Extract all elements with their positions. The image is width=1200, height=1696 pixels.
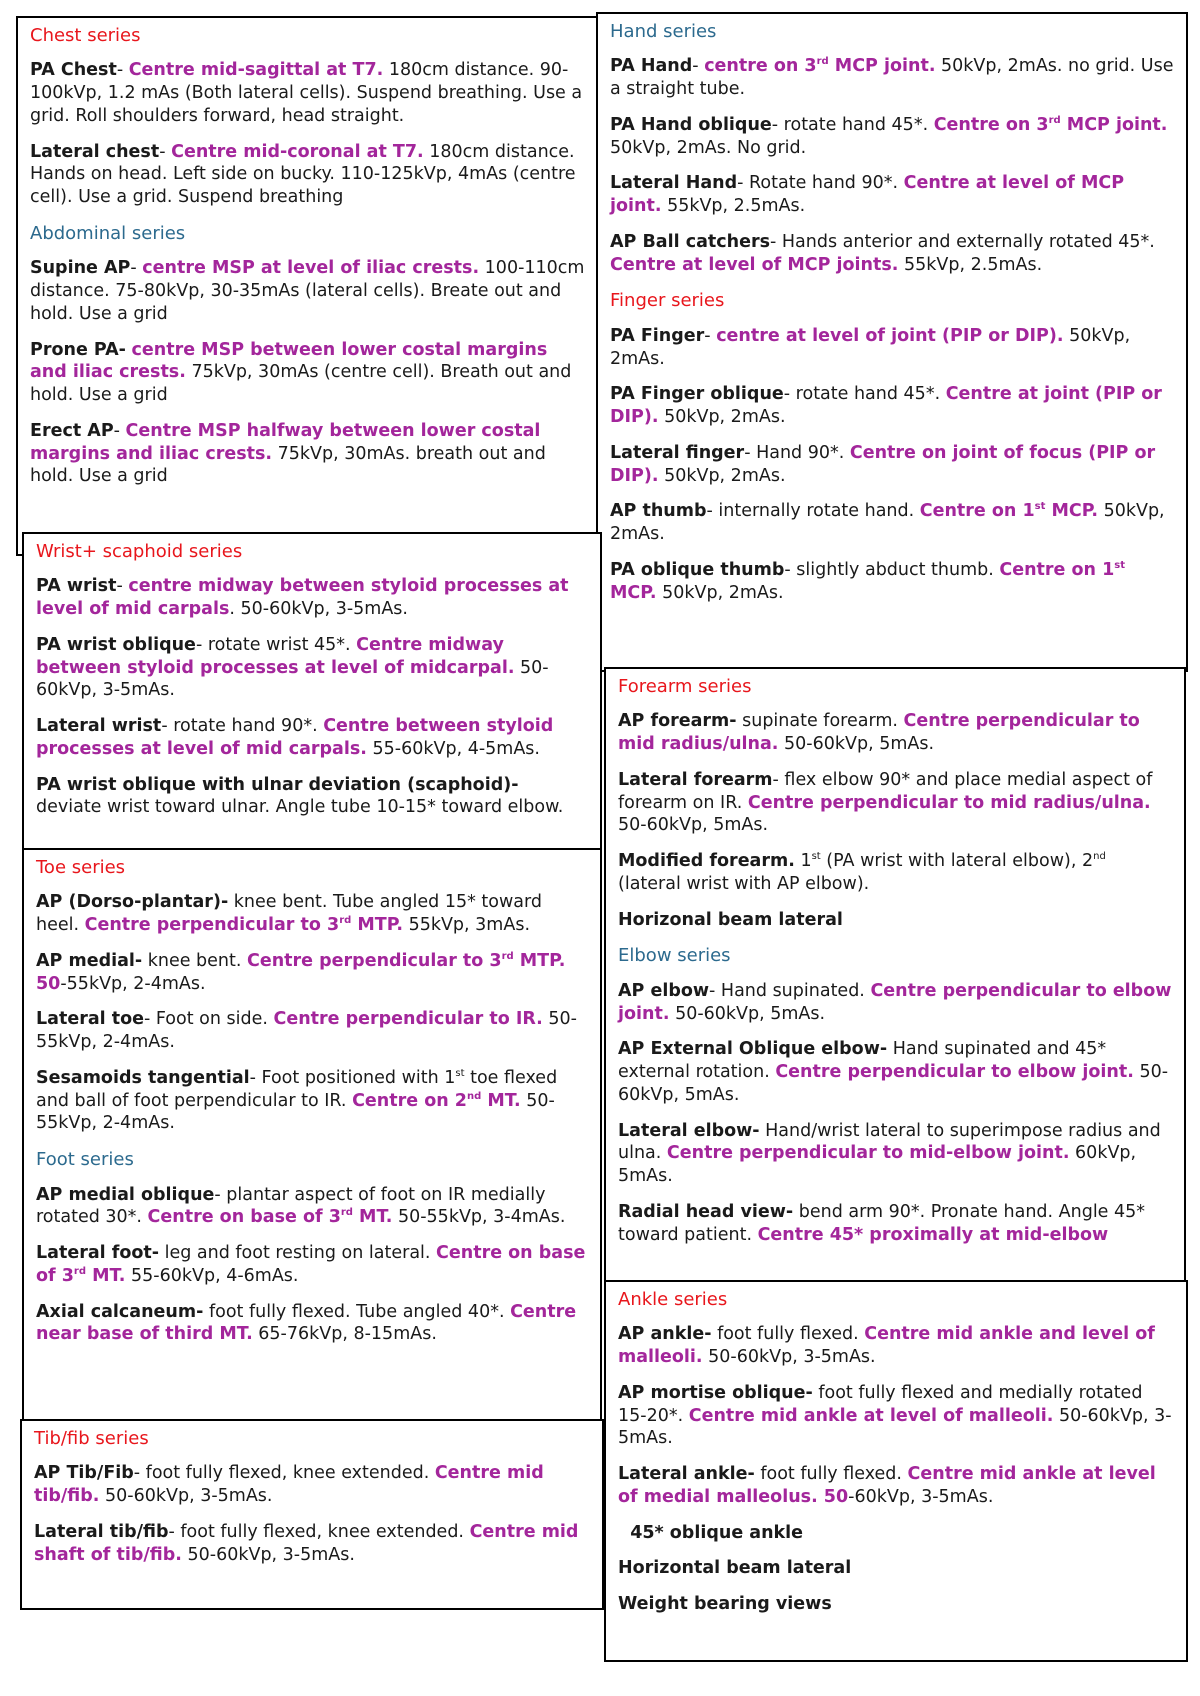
view-name: Radial head view- [618,1201,794,1222]
instruction-text: knee bent. [142,950,248,971]
instruction-text: foot fully flexed. [754,1464,908,1485]
centring-point: Centre on 2 [352,1090,467,1111]
centring-point: Centre at joint (PIP or DIP). [610,384,1162,428]
view-name: Axial calcaneum- [36,1301,204,1322]
ordinal-suffix: nd [466,1090,482,1102]
instruction-text: Hand/wrist lateral to superimpose radius and ulna. [618,1120,1161,1164]
ordinal-suffix: st [1034,501,1046,513]
instruction-text: - rotate hand 90*. [161,716,324,737]
centring-point: MT. [86,1265,126,1286]
protocol-entry [618,1382,1174,1450]
view-name: Lateral Hand [610,173,738,194]
view-name: Horizonal beam lateral [618,909,843,930]
centring-point: Centre at level of MCP joints. [610,254,899,275]
centring-point: Centre 45* proximally at mid-elbow [757,1224,1109,1245]
ordinal-suffix: nd [1093,851,1106,863]
view-name: AP elbow [618,980,710,1001]
protocol-entry [618,1323,1174,1369]
centring-point: Centre perpendicular to mid radius/ulna. [618,711,1140,755]
ordinal-suffix: rd [73,1265,86,1277]
ordinal-suffix: st [455,1068,465,1080]
instruction-text: 50-55kVp, 3-4mAs. [392,1207,566,1228]
instruction-text: 180cm distance. 90-100kVp, 1.2 mAs (Both lateral cells). Suspend breathing. Use a grid. Roll shoulders forward, head straight. [30,60,583,126]
view-name: AP Tib/Fib [34,1463,134,1484]
instruction-text: 50-55kVp, 2-4mAs. [36,1009,577,1053]
centring-point: Centre at level of MCP joint. [610,173,1125,217]
protocol-entry [618,1120,1172,1188]
chest-abdominal-box [16,16,600,556]
instruction-text: 180cm distance. Hands on head. Left side on bucky. 110-125kVp, 4mAs (centre cell). Use a grid. Suspend breathing [30,141,576,208]
view-name: PA wrist oblique with ulnar deviation (scaphoid)- [36,774,519,795]
protocol-entry [36,1301,588,1347]
view-name: Lateral ankle- [618,1464,755,1485]
centring-point: MTP. 50 [36,950,566,994]
section-heading: Forearm series [618,676,752,697]
view-name: PA wrist [36,576,117,597]
ordinal-suffix: rd [1048,115,1061,127]
protocol-entry [610,114,1174,160]
instruction-text: - internally rotate hand. [706,501,920,522]
instruction-text: foot fully flexed and medially rotated 15-20*. [618,1382,1143,1426]
instruction-text: 50kVp, 2mAs. [658,465,786,486]
centring-point: Centre on joint of focus (PIP or DIP). [610,442,1156,486]
instruction-text: leg and foot resting on lateral. [159,1243,437,1264]
instruction-text: - [113,420,126,441]
ordinal-suffix: st [1114,559,1125,571]
centring-point: Centre perpendicular to mid-elbow joint. [666,1143,1070,1164]
section-heading: Toe series [36,857,126,878]
protocol-entry [618,850,1172,896]
instruction-text: 75kVp, 30mAs. breath out and hold. Use a grid [30,443,546,487]
protocol-entry [610,172,1174,218]
centring-point: MCP joint. [828,56,936,77]
instruction-text: 50-60kVp, 3-5mAs. [702,1347,876,1368]
protocol-entry [36,891,588,937]
protocol-entry [30,141,586,209]
instruction-text: 50-60kVp, 3-5mAs. [99,1486,273,1507]
wrist-scaphoid-box [22,532,602,852]
instruction-text: - plantar aspect of foot on IR medially rotated 30*. [36,1184,546,1228]
instruction-text: -60kVp, 3-5mAs. [848,1486,994,1507]
instruction-text: - rotate wrist 45*. [195,634,357,655]
centring-point: Centre on 1 [999,559,1115,580]
centring-point: Centre mid tib/fib. [34,1463,544,1507]
view-name: PA Hand oblique [610,114,772,135]
instruction-text: 50-55kVp, 2-4mAs. [36,1090,555,1134]
centring-point: Centre perpendicular to elbow joint. [775,1062,1134,1083]
tib-fib-box [20,1419,604,1610]
instruction-text: . 50-60kVp, 3-5mAs. [229,599,408,620]
ordinal-suffix: rd [501,951,514,963]
view-name: PA Finger oblique [610,384,784,405]
instruction-text: 50kVp, 2mAs. [610,325,1131,369]
protocol-entry [618,710,1172,756]
instruction-text: - slightly abduct thumb. [784,559,1000,580]
view-name: AP External Oblique elbow- [618,1039,888,1060]
view-name: AP medial- [36,950,143,971]
protocol-entry [618,1463,1174,1509]
view-name: Weight bearing views [618,1594,832,1615]
view-name: Lateral wrist [36,716,162,737]
view-name: Erect AP [30,420,114,441]
protocol-entry [610,383,1174,429]
protocol-entry [610,325,1174,371]
instruction-text: 55-60kVp, 4-5mAs. [366,738,540,759]
section-heading: Foot series [36,1149,134,1171]
protocol-entry [610,55,1174,101]
instruction-text: deviate wrist toward ulnar. Angle tube 10-15* toward elbow. [36,797,564,818]
instruction-text: - [704,325,717,346]
instruction-text: 50-60kVp, 5mAs. [669,1003,826,1024]
protocol-entry [618,909,1172,932]
view-name: AP forearm- [618,711,737,732]
view-name: PA Chest [30,60,117,81]
protocol-entry [36,715,588,761]
instruction-text: - rotate hand 45*. [783,384,946,405]
protocol-entry [610,442,1174,488]
centring-point: Centre mid ankle at level of malleoli. [688,1405,1054,1426]
instruction-text: - [159,141,172,162]
instruction-text: - Hand 90*. [744,442,850,463]
centring-point: Centre on 1 [919,501,1035,522]
instruction-text: 50kVp, 2mAs. [656,582,784,603]
protocol-entry [610,500,1174,546]
protocol-entry [618,1557,1174,1580]
view-name: Lateral foot- [36,1243,160,1264]
centring-point: Centre mid-sagittal at T7. [128,60,384,81]
centring-point: centre midway between styloid processes at level of mid carpals [36,576,569,620]
ankle-box [604,1280,1188,1662]
view-name: AP ankle- [618,1324,712,1345]
protocol-entry [36,634,588,702]
view-name: AP (Dorso-plantar)- [36,892,229,913]
instruction-text: - [116,60,129,81]
centring-point: MT. [352,1207,393,1228]
instruction-text: 55-60kVp, 4-6mAs. [125,1265,299,1286]
instruction-text: - rotate hand 45*. [771,114,934,135]
instruction-text: (lateral wrist with AP elbow). [618,873,870,894]
centring-point: MCP. [610,582,657,603]
protocol-entry [618,1201,1172,1247]
protocol-entry [36,1184,588,1230]
view-name: AP Ball catchers [610,231,770,252]
protocol-entry [610,559,1174,605]
hand-finger-box [596,12,1188,672]
view-name: Lateral chest [30,141,160,162]
instruction-text: 100-110cm distance. 75-80kVp, 30-35mAs (lateral cells). Breate out and hold. Use a grid [30,258,585,324]
view-name: Lateral tib/fib [34,1521,169,1542]
section-heading: Elbow series [618,945,731,967]
protocol-entry [34,1521,590,1567]
view-name: PA Finger [610,325,705,346]
view-name: Horizontal beam lateral [618,1558,852,1579]
centring-point: Centre perpendicular to elbow joint. [618,980,1172,1024]
instruction-text: 50kVp, 2mAs. no grid. Use a straight tube. [610,56,1174,100]
view-name: PA oblique thumb [610,559,785,580]
instruction-text: 65-76kVp, 8-15mAs. [252,1324,437,1345]
view-name: Lateral finger [610,442,745,463]
centring-point: Centre mid ankle and level of malleoli. [618,1324,1155,1368]
section-heading: Wrist+ scaphoid series [36,541,243,562]
view-name: PA wrist oblique [36,634,196,655]
instruction-text: foot fully flexed. Tube angled 40*. [203,1301,511,1322]
instruction-text: 50-60kVp, 5mAs. [618,1062,1169,1105]
protocol-entry [34,1462,590,1508]
instruction-text: 50-60kVp, 3-5mAs. [181,1544,355,1565]
toe-foot-box [22,848,602,1428]
instruction-text: 1 [794,851,812,872]
protocol-entry [618,1522,1174,1545]
instruction-text: - foot fully flexed, knee extended. [168,1521,470,1542]
centring-point: Centre near base of third MT. [36,1301,577,1345]
ordinal-suffix: rd [816,56,829,68]
instruction-text: supinate forearm. [736,711,904,732]
instruction-text: 50-60kVp, 3-5mAs. [36,657,549,701]
instruction-text: 50-60kVp, 5mAs. [618,815,769,836]
centring-point: Centre mid ankle at level of medial malleolus. 50 [618,1464,1156,1507]
ordinal-suffix: rd [340,1207,353,1219]
instruction-text: bend arm 90*. Pronate hand. Angle 45* toward patient. [618,1201,1146,1245]
instruction-text: Hand supinated and 45* external rotation. [618,1039,1107,1083]
view-name: Prone PA- [30,339,126,360]
instruction-text: - Rotate hand 90*. [737,173,904,194]
ordinal-suffix: rd [339,915,352,927]
instruction-text: - [116,576,129,597]
centring-point: Centre midway between styloid processes at level of midcarpal. [36,634,515,678]
centring-point: Centre mid-coronal at T7. [171,141,424,162]
view-name: Sesamoids tangential [36,1067,250,1088]
centring-point: Centre on 3 [933,114,1049,135]
instruction-text: - foot fully flexed, knee extended. [133,1463,435,1484]
instruction-text: foot fully flexed. [711,1324,865,1345]
section-heading: Ankle series [618,1289,728,1310]
forearm-elbow-box [604,667,1186,1284]
view-name: PA Hand [610,56,693,77]
protocol-entry [618,1593,1174,1616]
centring-point: centre on 3 [704,56,817,77]
instruction-text: 50kVp, 2mAs. [610,501,1165,545]
section-heading: Finger series [610,290,725,312]
centring-point: centre MSP at level of iliac crests. [142,258,480,279]
centring-point: Centre mid shaft of tib/fib. [34,1521,579,1565]
protocol-entry [36,950,588,996]
centring-point: MCP joint. [1060,114,1168,135]
section-heading: Hand series [610,21,717,42]
view-name: Lateral elbow- [618,1120,760,1141]
protocol-entry [36,575,588,621]
instruction-text: - [692,56,705,77]
centring-point: Centre perpendicular to mid radius/ulna. [747,792,1151,813]
protocol-entry [30,59,586,127]
protocol-entry [30,420,586,488]
centring-point: Centre perpendicular to 3 [247,950,502,971]
instruction-text: - Hand supinated. [709,980,871,1001]
instruction-text: toe flexed and ball of foot perpendicular to IR. [36,1067,558,1111]
centring-point: MCP. [1045,501,1099,522]
protocol-entry [30,257,586,325]
instruction-text: -55kVp, 2-4mAs. [60,973,206,994]
centring-point: MTP. [351,915,403,936]
protocol-entry [618,1038,1172,1106]
protocol-entry [30,339,586,407]
centring-point: Centre on base of 3 [36,1243,586,1286]
protocol-entry [36,1067,588,1135]
centring-point: MT. [481,1090,521,1111]
instruction-text: - flex elbow 90* and place medial aspect of forearm on IR. [618,769,1153,813]
protocol-entry [36,774,588,820]
instruction-text: - Foot positioned with 1 [249,1067,456,1088]
centring-point: centre at level of joint (PIP or DIP). [716,325,1064,346]
instruction-text: - [130,258,143,279]
centring-point: Centre MSP halfway between lower costal margins and iliac crests. [30,420,541,464]
instruction-text: 55kVp, 2.5mAs. [898,254,1043,275]
protocol-entry [618,769,1172,837]
instruction-text: 75kVp, 30mAs (centre cell). Breath out and hold. Use a grid [30,362,572,406]
instruction-text: knee bent. Tube angled 15* toward heel. [36,892,543,936]
view-name: Supine AP [30,258,131,279]
view-name: AP mortise oblique- [618,1382,813,1403]
section-heading: Abdominal series [30,222,186,244]
instruction-text: (PA wrist with lateral elbow), 2 [820,851,1094,872]
centring-point: Centre on base of 3 [147,1207,341,1228]
instruction-text: 55kVp, 3mAs. [403,915,531,936]
protocol-entry [36,1008,588,1054]
instruction-text: 60kVp, 5mAs. [618,1143,1137,1187]
protocol-entry [610,231,1174,277]
instruction-text: - Hands anterior and externally rotated 45*. [770,231,1155,252]
protocol-entry [618,980,1172,1026]
view-name: Lateral forearm [618,769,773,790]
instruction-text: 50-60kVp, 3-5mAs. [618,1405,1172,1449]
section-heading: Tib/fib series [34,1428,149,1449]
view-name: AP thumb [610,501,707,522]
instruction-text: 50kVp, 2mAs. [658,407,786,428]
instruction-text: 50kVp, 2mAs. No grid. [610,137,807,158]
view-name: AP medial oblique [36,1184,215,1205]
instruction-text: 55kVp, 2.5mAs. [661,196,806,217]
instruction-text: - Foot on side. [143,1009,274,1030]
ordinal-suffix: st [811,851,821,863]
centring-point: Centre perpendicular to 3 [84,915,340,936]
centring-point: Centre perpendicular to IR. [273,1009,543,1030]
view-name: 45* oblique ankle [618,1522,804,1543]
view-name: Modified forearm. [618,851,795,872]
centring-point: Centre between styloid processes at level of mid carpals. [36,716,554,759]
protocol-entry [36,1242,588,1288]
centring-point: centre MSP between lower costal margins and iliac crests. [30,339,548,383]
view-name: Lateral toe [36,1009,144,1030]
section-heading: Chest series [30,25,141,46]
instruction-text: 50-60kVp, 5mAs. [778,734,935,755]
